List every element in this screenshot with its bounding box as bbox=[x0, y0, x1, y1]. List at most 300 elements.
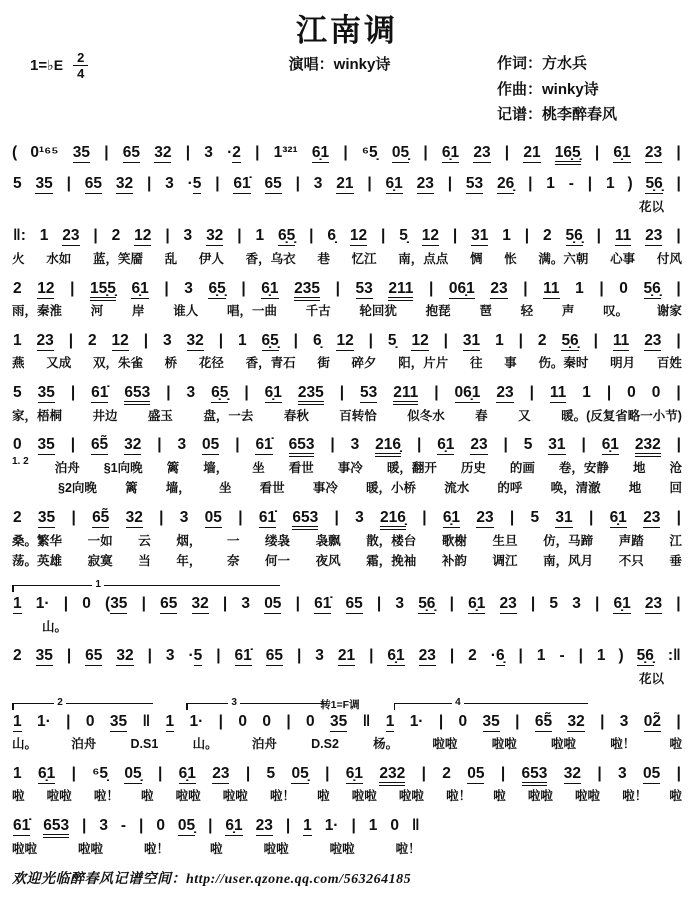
note-token: 3 bbox=[572, 595, 581, 613]
note-token bbox=[297, 382, 325, 404]
lyric-syllable: 双，朱雀 bbox=[92, 356, 143, 371]
lyric-syllable: 回 bbox=[669, 481, 682, 496]
beamed-note-group: 65 bbox=[265, 647, 284, 665]
beamed-note-group: 32 bbox=[186, 331, 204, 349]
barline: | bbox=[528, 175, 533, 193]
barline: | bbox=[70, 279, 75, 297]
lyric-syllable: 事 bbox=[504, 356, 517, 371]
music-system bbox=[12, 142, 682, 164]
beamed-note-group: 6̣1 bbox=[387, 647, 405, 665]
beamed-note-group: 23 bbox=[470, 436, 488, 454]
beamed-note-group: 65 bbox=[160, 595, 178, 613]
lyric-syllable: 地 bbox=[628, 481, 642, 496]
music-system bbox=[12, 645, 682, 688]
beamed-note-group: 35 bbox=[37, 509, 56, 527]
lyric-syllable: 啦啦 bbox=[222, 789, 248, 804]
note-token: 0 bbox=[390, 817, 399, 835]
beamed-note-group: 31 bbox=[471, 227, 489, 245]
volta-number: 3 bbox=[228, 697, 240, 708]
note-token bbox=[634, 434, 662, 456]
lyric-syllable: 轮回犹 bbox=[359, 304, 397, 319]
lyric-syllable: 啦！ bbox=[446, 789, 472, 804]
barline: | bbox=[676, 143, 681, 161]
barline: ‖: bbox=[13, 227, 26, 245]
note-token bbox=[565, 225, 584, 247]
barline: | bbox=[524, 227, 530, 245]
barline: | bbox=[530, 595, 536, 613]
barline: | bbox=[68, 331, 74, 349]
beamed-note-group: 11 bbox=[549, 384, 567, 402]
note-token bbox=[254, 434, 273, 456]
note-token bbox=[191, 593, 210, 615]
beamed-note-group: 6̣1 bbox=[264, 384, 282, 402]
barline: | bbox=[295, 595, 300, 613]
note-token bbox=[264, 173, 283, 195]
key-signature bbox=[12, 51, 182, 80]
lyric-syllable: 谢家 bbox=[656, 304, 682, 319]
beamed-note-group: 23 bbox=[496, 384, 514, 402]
note-token: 5 bbox=[549, 595, 559, 613]
barline: | bbox=[380, 227, 386, 245]
annotation-row bbox=[12, 698, 682, 711]
note-token bbox=[355, 278, 374, 300]
music-system bbox=[12, 698, 682, 754]
barline: | bbox=[594, 143, 600, 161]
note-token bbox=[547, 434, 566, 456]
beamed-note-group: 31 bbox=[548, 436, 566, 454]
barline: | bbox=[452, 227, 458, 245]
beamed-note-group: 1 bbox=[385, 712, 395, 730]
note-token: ⁶5̣ bbox=[361, 143, 378, 161]
beamed-note-group: 11 bbox=[612, 331, 630, 349]
lyric-syllable: 年， bbox=[176, 554, 202, 569]
note-token bbox=[644, 142, 663, 164]
beamed-note-group: 6̣5̣ bbox=[211, 384, 229, 402]
barline: | bbox=[578, 647, 583, 665]
note-token bbox=[35, 645, 54, 667]
lyric-syllable: 啦！ bbox=[622, 789, 648, 804]
lyric-syllable: 杨。 bbox=[373, 737, 399, 752]
lyric-syllable: 啦啦 bbox=[175, 789, 201, 804]
barline: | bbox=[104, 143, 109, 161]
beamed-note-group: 653 bbox=[124, 384, 150, 405]
note-token bbox=[36, 278, 55, 300]
barline: | bbox=[66, 647, 72, 665]
barline: | bbox=[244, 384, 249, 402]
note-token bbox=[643, 278, 662, 300]
beamed-note-group: 35 bbox=[330, 712, 348, 730]
note-token bbox=[260, 278, 279, 300]
volta-number: 4 bbox=[452, 697, 464, 708]
beamed-note-group: 65̃ bbox=[534, 712, 553, 730]
note-token: 1· bbox=[324, 817, 339, 835]
note-token bbox=[261, 330, 280, 352]
note-token bbox=[205, 225, 224, 247]
note-token bbox=[644, 225, 663, 247]
beamed-note-group: 65̃ bbox=[90, 436, 109, 454]
lyric-syllable: 啦！ bbox=[269, 789, 295, 804]
barline: | bbox=[503, 436, 508, 454]
beamed-note-group: 35 bbox=[110, 595, 128, 613]
note-token bbox=[549, 382, 567, 404]
lyrics-line bbox=[12, 735, 682, 754]
note-token: 0 bbox=[306, 712, 315, 730]
beamed-note-group: 5̣6̣ bbox=[636, 647, 654, 665]
note-token bbox=[89, 278, 117, 300]
barline: | bbox=[165, 227, 170, 245]
lyric-syllable: 泊舟 bbox=[71, 737, 97, 752]
notes-line bbox=[12, 278, 682, 300]
beamed-note-group: 32 bbox=[115, 175, 134, 193]
barline: | bbox=[70, 384, 76, 402]
beamed-note-group: 05 bbox=[264, 595, 282, 613]
time-signature bbox=[73, 51, 88, 80]
barline: | bbox=[587, 175, 593, 193]
lyric-syllable: 缕袅 bbox=[265, 533, 291, 548]
note-token bbox=[465, 173, 484, 195]
barline: | bbox=[368, 331, 373, 349]
barline: | bbox=[676, 764, 681, 782]
beamed-note-group: 32 bbox=[124, 436, 142, 454]
beamed-note-group: 5 bbox=[192, 175, 202, 193]
note-token: 5 bbox=[530, 509, 540, 527]
barline: | bbox=[504, 143, 510, 161]
lyric-syllable: 云 bbox=[138, 533, 151, 548]
note-token bbox=[643, 711, 662, 733]
beamed-note-group: 6̣1 bbox=[345, 764, 364, 782]
barline: | bbox=[367, 175, 372, 193]
barline: | bbox=[334, 509, 339, 527]
note-token: 3 bbox=[395, 595, 405, 613]
beamed-note-group: 23 bbox=[490, 279, 508, 297]
note-token bbox=[37, 507, 56, 529]
beamed-note-group: 65 bbox=[345, 595, 363, 613]
note-token bbox=[36, 330, 55, 352]
lyric-syllable: 谁人 bbox=[173, 304, 199, 319]
note-token bbox=[386, 645, 405, 667]
barline: | bbox=[286, 712, 291, 730]
beamed-note-group: 23 bbox=[644, 331, 662, 349]
note-token bbox=[644, 173, 663, 195]
beamed-note-group: 12 bbox=[421, 227, 439, 245]
lyric-syllable: 寂寞 bbox=[87, 554, 113, 569]
barline: | bbox=[518, 331, 523, 349]
beamed-note-group: 31 bbox=[462, 331, 481, 349]
note-token: 1 bbox=[546, 175, 555, 193]
beamed-note-group: 5̣6̣ bbox=[645, 175, 663, 193]
lyric-syllable: 啦啦 bbox=[491, 737, 517, 752]
barline: | bbox=[428, 279, 434, 297]
beamed-note-group: 6̣1 bbox=[613, 143, 631, 161]
beamed-note-group: 6̣1 bbox=[37, 764, 56, 782]
verse-number-label: 1. 2 bbox=[12, 455, 29, 467]
beamed-note-group: 5̣6̣ bbox=[561, 331, 579, 349]
note-token: 0 bbox=[238, 712, 247, 730]
note-token bbox=[642, 507, 661, 529]
lyric-syllable: 水如 bbox=[46, 251, 72, 266]
beamed-note-group: 1 bbox=[13, 595, 22, 613]
note-token bbox=[345, 593, 364, 615]
lyric-syllable: 啦啦 bbox=[527, 789, 553, 804]
modulation-label: 转1=F调 bbox=[320, 698, 360, 711]
note-token bbox=[387, 278, 414, 300]
barline: | bbox=[343, 143, 348, 161]
barline: | bbox=[676, 509, 681, 527]
lyric-syllable: 烟， bbox=[176, 533, 202, 548]
note-token bbox=[560, 330, 579, 352]
note-token bbox=[178, 763, 197, 785]
lyric-syllable: 河 bbox=[90, 304, 104, 319]
lyricist-credit: 作词：方水兵 bbox=[497, 55, 588, 73]
note-token bbox=[42, 815, 70, 837]
barline: | bbox=[82, 817, 87, 835]
note-token: 6̣ bbox=[327, 227, 336, 245]
note-token: 3 bbox=[619, 712, 629, 730]
note-token bbox=[442, 507, 461, 529]
note-token: 0¹⁶⁵ bbox=[30, 143, 59, 161]
note-token bbox=[91, 507, 110, 529]
beamed-note-group: 6̣5̣ bbox=[277, 227, 296, 245]
beamed-note-group: 35 bbox=[35, 175, 53, 193]
beamed-note-group: 53 bbox=[360, 384, 378, 402]
lyric-syllable: 一如 bbox=[87, 533, 113, 548]
lyric-syllable: 歌榭 bbox=[441, 533, 467, 548]
lyric-syllable: 当 bbox=[138, 554, 151, 569]
lyric-syllable: 巷 bbox=[317, 251, 330, 266]
music-system bbox=[12, 330, 682, 373]
beamed-note-group: 6̣1 bbox=[609, 509, 627, 527]
barline: | bbox=[676, 712, 681, 730]
note-token: 0 bbox=[82, 595, 91, 613]
beamed-note-group: 211 bbox=[388, 280, 413, 301]
lyric-syllable: 生旦 bbox=[492, 533, 518, 548]
beamed-note-group: 65 bbox=[122, 143, 141, 161]
barline: | bbox=[241, 279, 246, 297]
barline: | bbox=[218, 712, 223, 730]
lyric-syllable: 惆 bbox=[469, 251, 483, 266]
barline: | bbox=[325, 764, 330, 782]
beamed-note-group: 61̇ bbox=[13, 817, 31, 835]
note-token bbox=[521, 763, 549, 785]
lyrics-line bbox=[12, 552, 682, 571]
beamed-note-group: 216̣ bbox=[375, 436, 401, 457]
beamed-note-group: 23 bbox=[644, 143, 663, 161]
note-token bbox=[496, 173, 515, 195]
beamed-note-group: 12 bbox=[134, 227, 152, 245]
beamed-note-group: 6̣5̣ bbox=[208, 279, 226, 297]
lyric-syllable: 明月 bbox=[610, 356, 636, 371]
beamed-note-group: 23 bbox=[643, 509, 661, 527]
lyric-syllable: 啦啦 bbox=[329, 841, 355, 856]
lyric-syllable: 看世 bbox=[259, 481, 285, 496]
beamed-note-group: 235 bbox=[294, 280, 320, 301]
lyrics-line bbox=[12, 670, 682, 689]
notes-line bbox=[12, 815, 421, 837]
note-token bbox=[643, 330, 662, 352]
beamed-note-group: 23 bbox=[255, 817, 273, 835]
beamed-note-group: 12 bbox=[336, 331, 354, 349]
beamed-note-group: 653 bbox=[289, 436, 315, 457]
note-token: 3 bbox=[99, 817, 108, 835]
note-token: 2 bbox=[13, 279, 22, 297]
lyrics-line bbox=[12, 840, 421, 859]
note-token bbox=[612, 330, 630, 352]
barline: | bbox=[215, 175, 220, 193]
beamed-note-group: 211 bbox=[393, 384, 418, 405]
note-token bbox=[470, 225, 489, 247]
lyric-syllable: 何一 bbox=[265, 554, 291, 569]
lyric-syllable: 啦！ bbox=[610, 737, 636, 752]
lyric-syllable: 桑。繁华 bbox=[12, 533, 63, 548]
lyric-syllable: D.S2 bbox=[311, 737, 339, 752]
beamed-note-group: 6̣1 bbox=[601, 436, 619, 454]
beamed-note-group: 53 bbox=[465, 175, 484, 193]
note-token: 3 bbox=[165, 175, 174, 193]
barline: | bbox=[509, 509, 515, 527]
beamed-note-group: 32 bbox=[206, 227, 224, 245]
note-token: - bbox=[559, 647, 565, 665]
note-token bbox=[109, 711, 128, 733]
barline: | bbox=[449, 647, 455, 665]
lyric-syllable: 卷，安静 bbox=[558, 460, 609, 475]
note-token bbox=[448, 278, 476, 300]
lyric-syllable: 百转恰 bbox=[339, 408, 377, 423]
lyric-syllable: 啦 bbox=[669, 789, 682, 804]
beamed-note-group: 232 bbox=[379, 765, 405, 786]
lyric-syllable: 心事 bbox=[610, 251, 636, 266]
note-token bbox=[211, 763, 230, 785]
note-token bbox=[84, 173, 103, 195]
beamed-note-group: 12 bbox=[349, 227, 368, 245]
barline: | bbox=[66, 712, 71, 730]
barline: | bbox=[597, 764, 602, 782]
lyric-syllable: 岸 bbox=[131, 304, 145, 319]
key-note: ♭E bbox=[47, 57, 64, 74]
note-token bbox=[115, 173, 134, 195]
music-system bbox=[12, 278, 682, 321]
meter-numerator: 2 bbox=[73, 51, 88, 66]
footer-text: 欢迎光临醉春风记谱空间：http://user.qzone.qq.com/563264185 bbox=[12, 872, 412, 888]
beamed-note-group: 65 bbox=[264, 175, 282, 193]
lyric-syllable: 墙， bbox=[203, 460, 229, 475]
note-token bbox=[61, 225, 80, 247]
beamed-note-group: 21 bbox=[337, 647, 356, 665]
lyric-syllable: 啦！ bbox=[144, 841, 170, 856]
lyric-syllable: 乱 bbox=[164, 251, 178, 266]
beamed-note-group: 6̣1 bbox=[131, 279, 149, 297]
note-token: 0 bbox=[458, 712, 468, 730]
note-token bbox=[311, 142, 330, 164]
beamed-note-group: 23 bbox=[499, 595, 517, 613]
note-token bbox=[642, 763, 661, 785]
note-token: 3 bbox=[618, 764, 627, 782]
note-token: 1 bbox=[237, 331, 247, 349]
barline: | bbox=[93, 227, 98, 245]
beamed-note-group: 23 bbox=[36, 331, 54, 349]
barline: | bbox=[157, 436, 162, 454]
barline: | bbox=[185, 143, 191, 161]
barline: :‖ bbox=[667, 647, 681, 665]
beamed-note-group: 11 bbox=[614, 227, 632, 245]
note-token: 3 bbox=[177, 436, 187, 454]
lyric-syllable: 叹。 bbox=[603, 304, 629, 319]
barline: | bbox=[600, 712, 605, 730]
note-token bbox=[277, 225, 296, 247]
beamed-note-group: 05 bbox=[204, 509, 222, 527]
beamed-note-group: 5 bbox=[193, 647, 203, 665]
note-token bbox=[601, 434, 620, 456]
lyric-syllable: 似冬水 bbox=[407, 408, 445, 423]
lyric-syllable: 啦！ bbox=[395, 841, 421, 856]
beamed-note-group: 65 bbox=[85, 647, 103, 665]
beamed-note-group: 32 bbox=[567, 712, 585, 730]
barline: | bbox=[216, 647, 221, 665]
lyric-syllable: 啦 bbox=[669, 737, 682, 752]
lyric-syllable: 春 bbox=[475, 408, 488, 423]
composer-credit: 作曲：winky诗 bbox=[497, 80, 599, 98]
notes-line bbox=[12, 645, 682, 667]
volta-bracket bbox=[186, 696, 327, 711]
barline: | bbox=[141, 595, 146, 613]
barline: | bbox=[295, 175, 300, 193]
music-system bbox=[12, 507, 682, 571]
beamed-note-group: 6̣1 bbox=[178, 764, 196, 782]
barline: | bbox=[63, 595, 69, 613]
music-system bbox=[12, 382, 682, 425]
note-token bbox=[153, 142, 172, 164]
lyric-syllable: 啦 bbox=[493, 789, 506, 804]
lyric-syllable: 南，点点 bbox=[398, 251, 449, 266]
note-token bbox=[232, 173, 251, 195]
barline: | bbox=[596, 227, 601, 245]
barline: | bbox=[245, 764, 251, 782]
barline: | bbox=[166, 384, 171, 402]
lyric-syllable: 街 bbox=[317, 356, 330, 371]
lyric-syllable: 又成 bbox=[46, 356, 72, 371]
beamed-note-group: 232 bbox=[635, 436, 661, 457]
note-token bbox=[441, 142, 460, 164]
note-token bbox=[385, 173, 404, 195]
note-token bbox=[37, 382, 56, 404]
barline: | bbox=[438, 712, 444, 730]
lyrics-line bbox=[12, 302, 682, 321]
beamed-note-group: 5̣6̣ bbox=[418, 595, 436, 613]
lyric-syllable: 春秋 bbox=[283, 408, 309, 423]
transcriber-credit: 记谱：桃李醉春风 bbox=[497, 106, 618, 124]
lyric-syllable: 啦啦 bbox=[550, 737, 576, 752]
beamed-note-group: 1 bbox=[303, 817, 312, 835]
note-token: 2 bbox=[13, 647, 22, 665]
note-token: 1 bbox=[575, 279, 584, 297]
note-token bbox=[475, 507, 494, 529]
note-token bbox=[37, 763, 56, 785]
note-token: - bbox=[568, 175, 574, 193]
lyrics-line bbox=[12, 198, 682, 217]
lyrics-line bbox=[12, 250, 682, 269]
note-token: 1 bbox=[13, 764, 22, 782]
lyric-syllable: 盛玉 bbox=[147, 408, 173, 423]
lyric-syllable: 唤，清澈 bbox=[550, 481, 601, 496]
note-token bbox=[288, 434, 316, 456]
beamed-note-group: 653 bbox=[43, 817, 69, 838]
lyric-syllable: 夜风 bbox=[315, 554, 341, 569]
beamed-note-group: 6̣1 bbox=[441, 143, 460, 161]
beamed-note-group: 1 bbox=[13, 712, 22, 730]
beamed-note-group: 6̣5̣ bbox=[261, 331, 279, 349]
lyric-syllable: 江 bbox=[669, 533, 682, 548]
lyric-syllable: 南，风月 bbox=[543, 554, 594, 569]
note-token: 0 bbox=[262, 712, 271, 730]
